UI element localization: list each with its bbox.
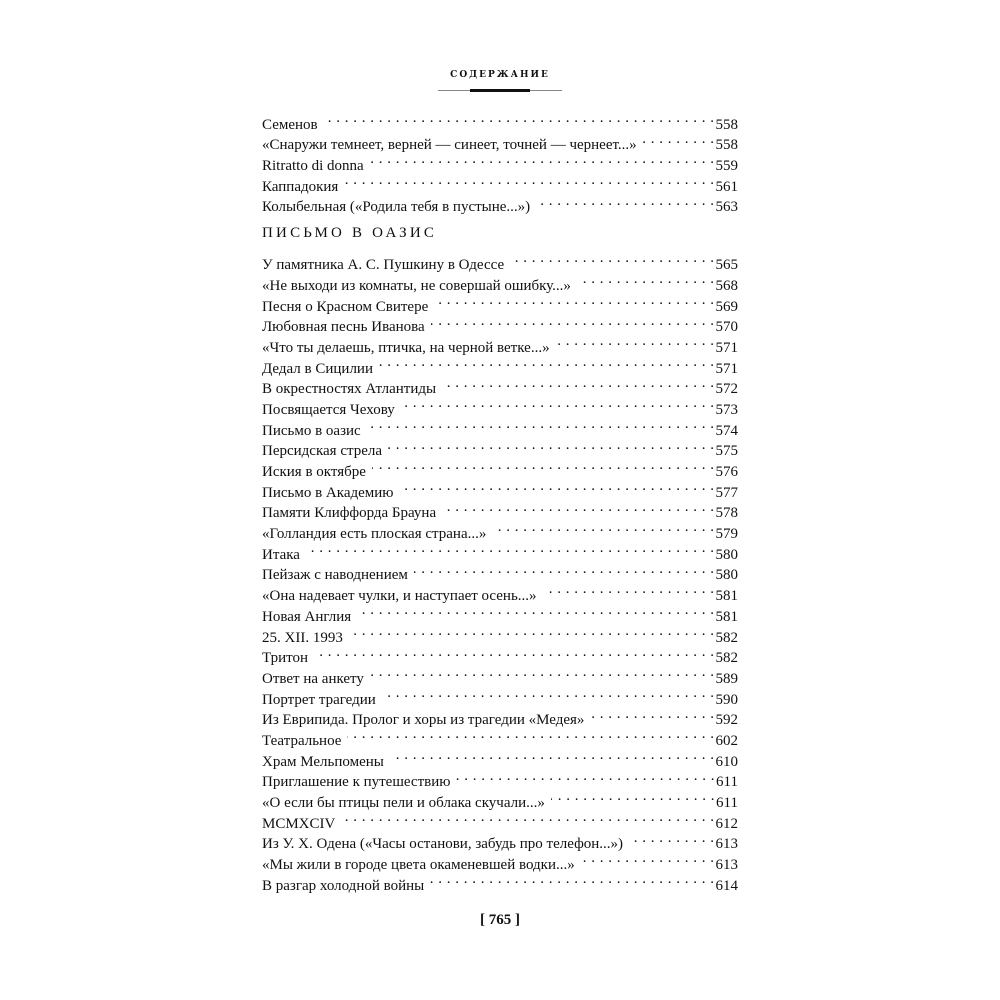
toc-entry-title: Пейзаж с наводнением <box>262 567 408 584</box>
toc-entry-title: «Голландия есть плоская страна...» <box>262 526 487 543</box>
toc-entry-page: 580 <box>715 546 738 563</box>
toc-leader-dots <box>390 745 715 766</box>
toc-entry-page: 561 <box>715 178 738 195</box>
toc-leader-dots <box>357 600 714 621</box>
toc-entry <box>262 108 738 133</box>
toc-entry-page: 580 <box>715 567 738 584</box>
toc-entry-page: 613 <box>715 836 738 853</box>
toc-leader-dots <box>372 455 715 476</box>
toc-entry-title: MCMXCIV <box>262 815 336 832</box>
toc-entry-title: Любовная песнь Иванова <box>262 319 425 336</box>
toc-leader-dots <box>590 704 714 725</box>
toc-entry-title: Портрет трагедии <box>262 691 376 708</box>
toc-entry-title: Тритон <box>262 650 309 667</box>
toc-entry-title: Письмо в Академию <box>262 484 394 501</box>
toc-entry-title: Храм Мельпомены <box>262 753 384 770</box>
toc-entry-page: 592 <box>715 712 738 729</box>
toc-entry-title: Каппадокия <box>262 178 339 195</box>
toc-leader-dots <box>344 170 714 191</box>
toc-leader-dots <box>510 248 714 269</box>
toc-leader-dots <box>536 191 714 212</box>
toc-leader-dots <box>581 848 715 869</box>
toc-entry-title: У памятника А. С. Пушкину в Одессе <box>262 257 505 274</box>
toc-entry-title: Ritratto di donna <box>262 158 364 175</box>
toc-leader-dots <box>456 766 715 787</box>
toc-leader-dots <box>577 269 715 290</box>
toc-entry-page: 613 <box>715 857 738 874</box>
toc-entry-title: Иския в октябре <box>262 464 366 480</box>
toc-leader-dots <box>431 311 715 332</box>
toc-entry-title: «Что ты делаешь, птичка, на черной ветке...» <box>262 339 550 356</box>
toc-leader-dots <box>314 642 714 663</box>
toc-leader-dots <box>492 517 714 538</box>
running-head: содержание <box>450 66 550 81</box>
toc-leader-dots <box>430 869 714 890</box>
toc-leader-dots <box>401 393 715 414</box>
toc-entry-title: «Снаружи темнеет, верней — синеет, точней — чернеет...» <box>262 137 637 154</box>
toc-entry-page: 568 <box>715 277 738 294</box>
toc-entry-title: Письмо в оазис <box>262 422 361 439</box>
toc-entry-title: Дедал в Сицилии <box>262 360 373 377</box>
toc-leader-dots <box>370 149 715 170</box>
toc-entry-page: 571 <box>715 360 738 377</box>
toc-entry <box>262 129 738 154</box>
toc-entry-page: 612 <box>715 815 738 832</box>
toc-entry-title: 25. XII. 1993 <box>262 629 343 646</box>
toc-leader-dots <box>551 786 715 807</box>
toc-entry-page: 610 <box>715 753 738 770</box>
toc-entry-title: Ответ на анкету <box>262 670 364 687</box>
toc-leader-dots <box>629 828 714 849</box>
toc-entry-title: Из У. Х. Одена («Часы останови, забудь про телефон...») <box>262 836 624 853</box>
toc-entry-page: 571 <box>715 339 738 356</box>
toc-entry-title: Приглашение к путешествию <box>262 774 451 791</box>
toc-entry <box>262 559 738 584</box>
toc-entry-page: 574 <box>715 422 738 439</box>
toc-entry-title: «Не выходи из комнаты, не совершай ошибку...» <box>262 277 571 294</box>
toc-entry-page: 578 <box>715 505 738 522</box>
toc-entry-page: 577 <box>715 484 738 501</box>
toc-leader-dots <box>367 414 715 435</box>
toc-entry-page: 558 <box>715 116 738 133</box>
toc-group-1 <box>262 108 738 216</box>
toc-entry-title: Итака <box>262 546 300 563</box>
toc-entry-title: Песня о Красном Свитере <box>262 298 429 315</box>
toc-leader-dots <box>324 108 715 129</box>
toc-entry-page: 559 <box>715 158 738 175</box>
toc-leader-dots <box>306 538 715 559</box>
toc-entry <box>262 662 738 687</box>
toc-leader-dots <box>379 352 715 373</box>
toc-entry-title: Персидская стрела <box>262 443 383 460</box>
toc-entry-title: «Она надевает чулки, и наступает осень...» <box>262 588 537 605</box>
toc-entry-page: 590 <box>715 691 738 708</box>
toc-entry-page: 582 <box>715 650 738 667</box>
toc-entry-page: 611 <box>716 774 738 791</box>
toc-entry-page: 602 <box>715 732 738 749</box>
toc-leader-dots <box>442 497 714 518</box>
toc-entry-title: Семенов <box>262 116 318 133</box>
toc-leader-dots <box>388 435 714 456</box>
section-title: ПИСЬМО В ОАЗИС <box>262 225 438 242</box>
toc-leader-dots <box>382 683 715 704</box>
toc-entry-page: 614 <box>715 877 738 894</box>
toc-entry-page: 563 <box>715 199 738 216</box>
toc-leader-dots <box>556 331 715 352</box>
toc-entry <box>262 642 738 667</box>
table-of-contents <box>262 108 738 894</box>
toc-entry-title: «О если бы птицы пели и облака скучали...» <box>262 795 545 811</box>
toc-entry-title: Новая Англия <box>262 608 352 625</box>
toc-entry-page: 569 <box>715 298 738 315</box>
toc-leader-dots <box>543 579 715 600</box>
toc-entry-title: Из Еврипида. Пролог и хоры из трагедии «Медея» <box>262 712 585 729</box>
toc-leader-dots <box>643 129 715 150</box>
toc-leader-dots <box>349 621 715 642</box>
toc-entry-page: 589 <box>715 670 738 687</box>
toc-entry-page: 611 <box>716 795 738 811</box>
toc-leader-dots <box>414 559 715 580</box>
toc-leader-dots <box>400 476 715 497</box>
toc-leader-dots <box>341 807 714 828</box>
toc-entry-page: 573 <box>715 401 738 418</box>
head-rule-accent <box>470 89 530 92</box>
toc-entry-page: 558 <box>715 137 738 154</box>
toc-entry-title: Посвящается Чехову <box>262 401 395 418</box>
page-number: [ 765 ] <box>480 912 520 928</box>
toc-entry-page: 570 <box>715 319 738 336</box>
toc-entry-title: Памяти Клиффорда Брауна <box>262 505 437 522</box>
toc-entry-page: 582 <box>715 629 738 646</box>
toc-leader-dots <box>370 662 715 683</box>
toc-entry-page: 565 <box>715 257 738 274</box>
toc-entry-page: 579 <box>715 526 738 543</box>
toc-entry-page: 575 <box>715 443 738 460</box>
toc-entry <box>262 248 738 274</box>
toc-entry-title: «Мы жили в городе цвета окаменевшей водки...» <box>262 857 575 874</box>
toc-entry-title: В разгар холодной войны <box>262 877 425 894</box>
toc-leader-dots <box>434 290 714 311</box>
toc-entry <box>262 538 738 563</box>
toc-entry-title: Колыбельная («Родила тебя в пустыне...») <box>262 199 531 216</box>
toc-group-2 <box>262 248 738 894</box>
toc-entry-page: 576 <box>715 464 738 480</box>
toc-entry-title: Театральное <box>262 732 342 749</box>
toc-entry-title: В окрестностях Атлантиды <box>262 381 437 398</box>
toc-entry-page: 581 <box>715 588 738 605</box>
toc-leader-dots <box>442 373 714 394</box>
toc-leader-dots <box>347 724 714 745</box>
toc-entry-page: 572 <box>715 381 738 398</box>
toc-entry-page: 581 <box>715 608 738 625</box>
